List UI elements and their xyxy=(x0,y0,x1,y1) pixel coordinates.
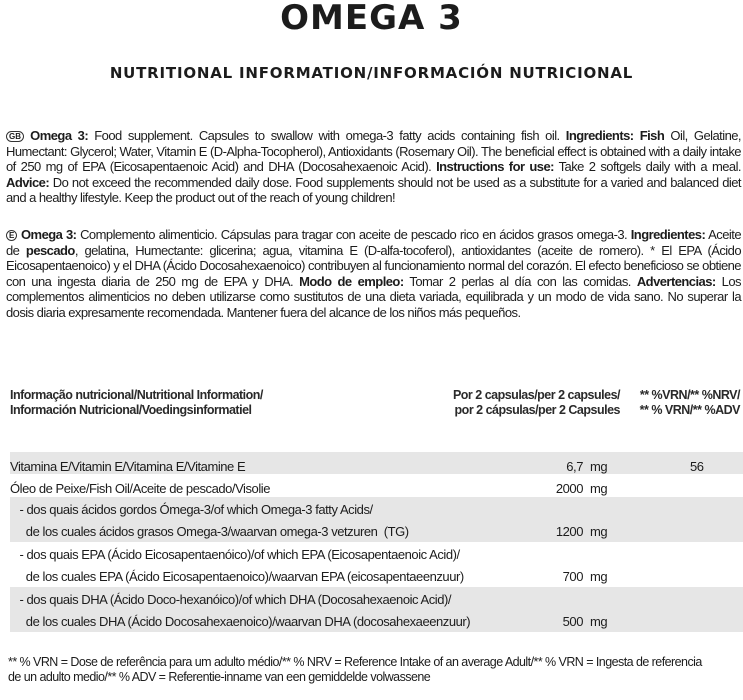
label-line: de los cuales ácidos grasos Omega-3/waarvan omega-3 vetzuren (TG) xyxy=(10,523,409,539)
table-header-nrv xyxy=(615,388,740,417)
english-description xyxy=(6,128,741,206)
table-row xyxy=(10,474,743,496)
text: Complemento alimenticio. Cápsulas para tragar con aceite de pescado rico en ácidos grasos omega-3. xyxy=(76,227,631,242)
header-line: por 2 cápsulas/per 2 Capsules xyxy=(454,402,620,417)
page-subtitle: NUTRITIONAL INFORMATION/INFORMACIÓN NUTRICIONAL xyxy=(109,64,634,82)
instructions-label: Modo de empleo: xyxy=(299,273,404,289)
nutrient-value: 6,7 xyxy=(566,459,583,474)
nutrient-label: Óleo de Peixe/Fish Oil/Aceite de pescado/Visolie xyxy=(10,481,270,497)
ingredients-label: Ingredientes: xyxy=(630,227,706,242)
page-title: OMEGA 3 xyxy=(280,0,463,38)
advice-label: Advice: xyxy=(6,174,50,190)
nutrient-nrv: 56 xyxy=(690,459,704,474)
table-row xyxy=(10,542,743,587)
footnote xyxy=(8,655,741,685)
nutrient-label: Vitamina E/Vitamin E/Vitamina E/Vitamine E xyxy=(10,459,246,474)
nutrient-label xyxy=(10,499,409,543)
ingredients-label: Ingredients: xyxy=(565,128,634,143)
text: Tomar 2 perlas al día con las comidas. xyxy=(403,273,637,289)
header-line: ** % VRN/** %ADV xyxy=(639,402,740,417)
es-flag-icon: E xyxy=(6,230,17,241)
spanish-description xyxy=(6,227,741,321)
text: Aceite de xyxy=(6,227,741,258)
nutrient-label xyxy=(10,544,464,588)
table-row xyxy=(10,497,743,542)
header-line: Por 2 capsulas/per 2 capsules/ xyxy=(452,388,620,402)
text: , gelatina, Humectante: glicerina; agua, vitamina E (D-alfa-tocoferol), antioxidantes (aceite de romero). * El EPA (Ácido Eicosapentaenoico) y el DHA (Ácido Docosahexaenoico) contribuyen al funcionamiento normal del corazón. El efecto beneficioso se obtiene con una ingesta diaria de 250 mg de EPA y DHA. xyxy=(6,242,742,289)
header-line: Información Nutricional/Voedingsinformatiel xyxy=(10,402,252,417)
header-line: Informação nutricional/Nutritional Information/ xyxy=(10,388,263,402)
nutrient-value: 500 xyxy=(562,613,583,629)
nutrient-unit: mg xyxy=(590,459,608,474)
nutrient-value: 2000 xyxy=(555,481,583,497)
text: Oil, Gelatine, Humectant: Glycerol; Water, Vitamin E (D-Alpha-Tocopherol), Antioxidants (Rosemary Oil). The beneficial effect is obtained with a daily intake of 250 mg of EPA (Eicosapentaenoic Acid) and DHA (Docosahexaenoic Acid). xyxy=(6,128,741,175)
nutrient-value: 700 xyxy=(562,568,583,584)
allergen-fish: Fish xyxy=(633,128,665,143)
table-header-per-serving xyxy=(420,388,620,417)
gb-flag-icon: GB xyxy=(6,131,24,142)
nutrient-unit: mg xyxy=(590,613,608,629)
nutrient-unit: mg xyxy=(590,523,608,539)
label-line: - dos quais DHA (Ácido Doco-hexanóico)/of which DHA (Docosahexaenoic Acid)/ xyxy=(10,591,452,607)
nutrient-label xyxy=(10,589,470,633)
product-name: Omega 3: xyxy=(30,128,89,143)
label-line: - dos quais EPA (Ácido Eicosapentaenóico)/of which EPA (Eicosapentaenoic Acid)/ xyxy=(10,546,460,562)
text: Take 2 softgels daily with a meal. xyxy=(553,159,741,175)
table-row xyxy=(10,587,743,632)
text: Los complementos alimenticios no deben utilizarse como sustitutos de una dieta variada, equilibrada y un modo de vida sano. No superar la dosis diaria expresamente recomendada. Mantener fuera del alcance de los niños más pequeños. xyxy=(6,273,741,320)
footnote-line: ** % VRN = Dose de referência para um adulto médio/** % NRV = Reference Intake of an average Adult/** % VRN = Ingesta de referencia xyxy=(8,655,702,669)
nutrient-value: 1200 xyxy=(555,523,583,539)
allergen-fish: pescado xyxy=(25,242,75,258)
product-name: Omega 3: xyxy=(21,227,77,242)
footnote-line: de un adulto medio/** % ADV = Referentie-inname van een gemiddelde volwassene xyxy=(8,670,431,684)
nutrient-unit: mg xyxy=(590,481,608,497)
label-line: de los cuales EPA (Ácido Eicosapentaenoico)/waarvan EPA (eicosapentaeenzuur) xyxy=(10,568,464,584)
table-row xyxy=(10,452,743,474)
table-header-nutrient xyxy=(10,388,310,417)
advice-label: Advertencias: xyxy=(636,273,716,289)
label-line: de los cuales DHA (Ácido Docosahexaenoico)/waarvan DHA (docosahexaeenzuur) xyxy=(10,613,471,629)
instructions-label: Instructions for use: xyxy=(436,159,554,175)
text: Do not exceed the recommended daily dose. Food supplements should not be used as a substitute for a varied and balanced diet and a healthy lifestyle. Keep the product out of the reach of young children! xyxy=(6,174,741,206)
nutrient-unit: mg xyxy=(590,568,608,584)
nutrition-table xyxy=(10,452,743,632)
label-line: - dos quais ácidos gordos Ómega-3/of which Omega-3 fatty Acids/ xyxy=(10,501,373,517)
header-line: ** %VRN/** %NRV/ xyxy=(639,388,740,402)
text: Food supplement. Capsules to swallow with omega-3 fatty acids containing fish oil. xyxy=(88,128,566,143)
